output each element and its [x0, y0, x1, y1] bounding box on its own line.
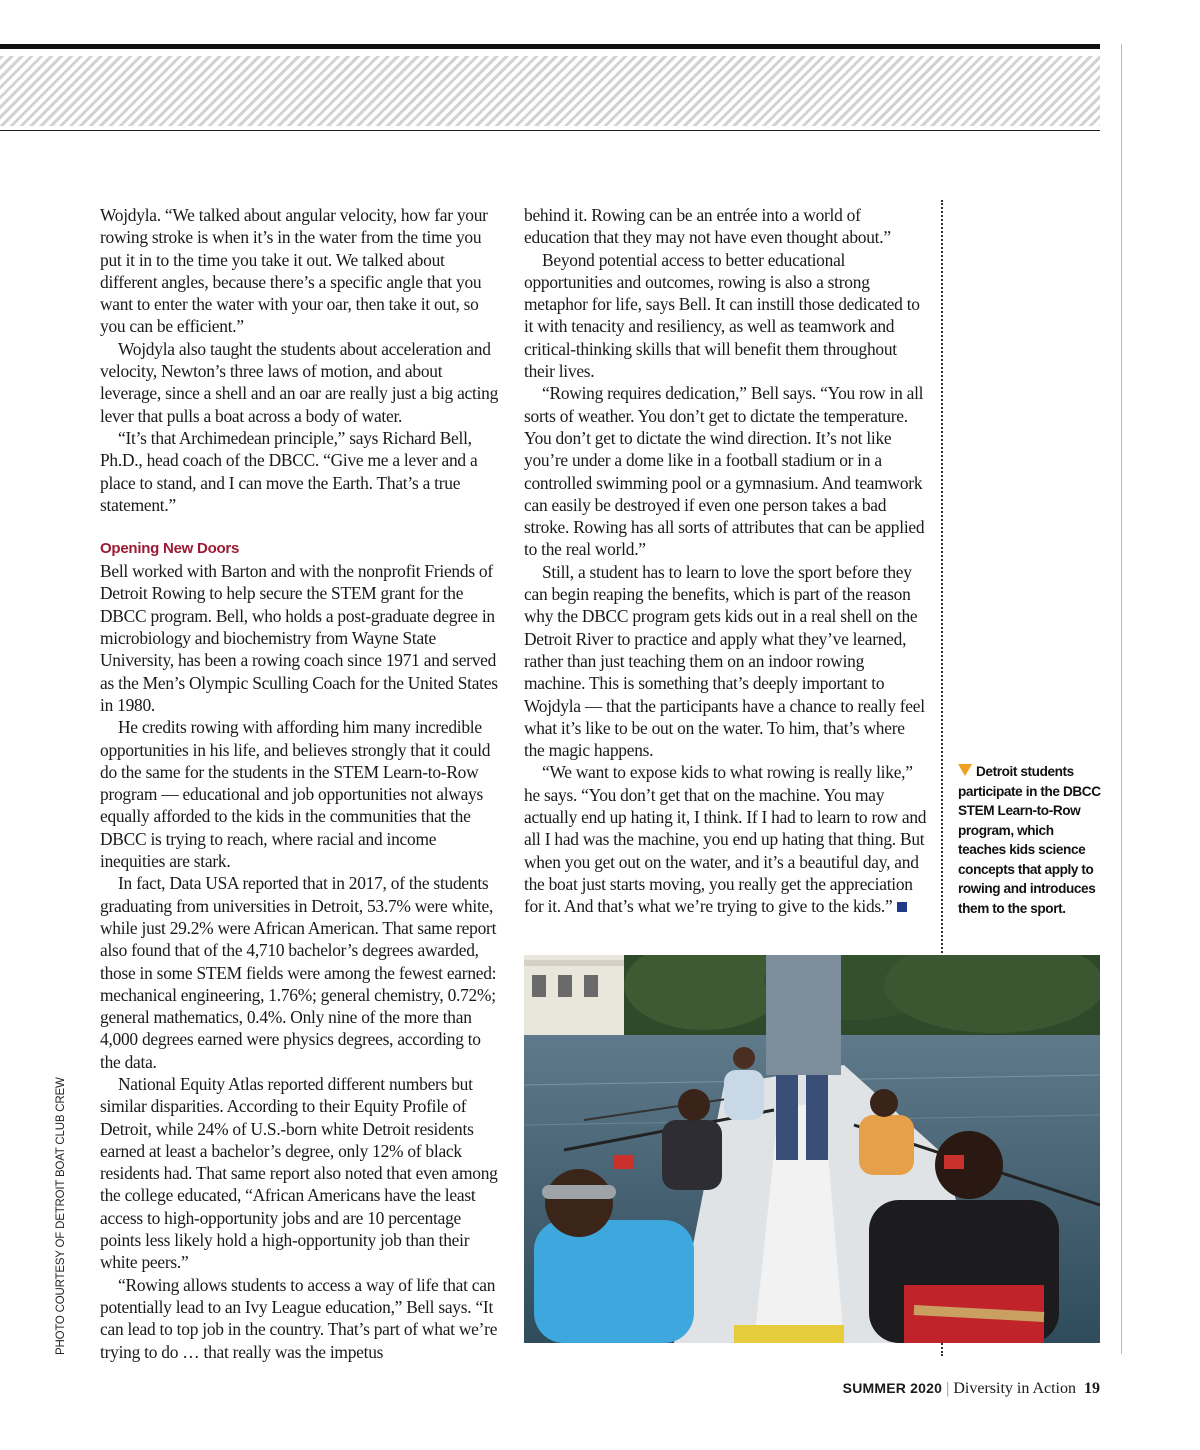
paragraph: He credits rowing with affording him many incredible opportunities in his life, and believes strongly that it could do the same for the students in the STEM Learn-to-Row program — educational and job opportunities not always equally afforded to the kids in the communities that the DBCC is trying to reach, where racial and income inequities are stark. [100, 717, 491, 872]
paragraph: National Equity Atlas reported different numbers but similar disparities. According to their Equity Profile of Detroit, while 24% of U.S.-born white Detroit residents earned at least a bachelor’s degree, only 12% of black residents had. That same report also noted that even among the college educated, “African Americans have the least access to high-opportunity jobs and are 10 percentage points less likely hold a high-opportunity job than their white peers.” [100, 1073, 498, 1273]
footer-publication: Diversity in Action [953, 1380, 1076, 1397]
paragraph: behind it. Rowing can be an entrée into a world of education that they may not have even thought about.” [524, 205, 891, 248]
page-number: 19 [1084, 1380, 1100, 1397]
paragraph: In fact, Data USA reported that in 2017, of the students graduating from universities in Detroit, 53.7% were white, while just 29.2% were African American. That same report also found that of the 4,710 bachelor’s degrees awarded, those in some STEM fields were among the fewest earned: mechanical engineering, 1.76%; general chemistry, 0.72%; general mathematics, 0.4%. Only nine of the more than 4,000 degrees earned were physics degrees, according to the data. [100, 873, 497, 1072]
footer-issue: SUMMER 2020 [842, 1380, 943, 1396]
paragraph: Wojdyla also taught the students about acceleration and velocity, Newton’s three laws of motion, and about leverage, since a shell and an oar are really just a big acting lever that pulls a boat across a body of water. [100, 338, 499, 426]
end-mark-icon [897, 902, 907, 912]
caption-triangle-icon [958, 764, 972, 776]
photo-caption [958, 762, 1104, 918]
paragraph: Bell worked with Barton and with the nonprofit Friends of Detroit Rowing to help secure the STEM grant for the DBCC program. Bell, who holds a post-graduate degree in microbiology and biochemistry from Wayne State University, has been a rowing coach since 1971 and served as the Men’s Olympic Sculling Coach for the United States in 1980. [100, 561, 498, 715]
article-column-left [100, 204, 505, 1363]
footer-separator: | [946, 1380, 950, 1397]
paragraph: Still, a student has to learn to love the sport before they can begin reaping the benefits, which is part of the reason why the DBCC program gets kids out in a real shell on the Detroit River to practice and apply what they’ve learned, rather than just teaching them on an indoor rowing machine. This is something that’s deeply important to Wojdyla — that the participants have a chance to really feel what it’s like to be out on the water. To him, that’s where the magic happens. [524, 561, 925, 761]
paragraph: “It’s that Archimedean principle,” says Richard Bell, Ph.D., head coach of the DBCC. “Give me a lever and a place to stand, and I can move the Earth. That’s a true statement.” [100, 427, 478, 515]
header-hatch-band [0, 56, 1100, 126]
section-subhead: Opening New Doors [100, 540, 240, 558]
page-right-rule [1121, 44, 1122, 1354]
article-photo [524, 955, 1100, 1343]
photo-credit: PHOTO COURTESY OF DETROIT BOAT CLUB CREW [55, 1077, 67, 1355]
paragraph: “Rowing requires dedication,” Bell says. “You row in all sorts of weather. You don’t get to dictate the temperature. You don’t get to dictate the wind direction. It’s not like you’re under a dome like in a football stadium or in a controlled swimming pool or a gymnasium. And teamwork can easily be destroyed if even one person takes a bad stroke. Rowing has all sorts of attributes that can be applied to the real world.” [524, 383, 925, 560]
paragraph: “Rowing allows students to access a way of life that can potentially lead to an Ivy League education,” Bell says. “It can lead to top job in the country. That’s part of what we’re trying to do … that really was the impetus [100, 1274, 498, 1362]
header-top-rule [0, 44, 1100, 49]
paragraph-text: “We want to expose kids to what rowing is really like,” he says. “You don’t get that on the machine. You may actually end up hating it, I think. If I had to learn to row and all I had was the machine, you end up hating that thing. But when you get out on the water, and it’s a beautiful day, and the boat just starts moving, you really get the appreciation for it. And that’s what we’re trying to give to the kids.” [524, 762, 927, 917]
paragraph: Wojdyla. “We talked about angular velocity, how far your rowing stroke is when it’s in the water from the time you put it in to the time you take it out. We talked about different angles, because there’s a specific angle that you want to enter the water with your oar, then take it out, so you can be efficient.” [100, 205, 488, 337]
paragraph: Beyond potential access to better educational opportunities and outcomes, rowing is also a strong metaphor for life, says Bell. It can instill those dedicated to it with tenacity and resiliency, as well as teamwork and critical-thinking skills that will benefit them throughout their lives. [524, 249, 920, 382]
paragraph-final [524, 761, 929, 917]
article-column-right [524, 204, 929, 918]
page-footer [843, 1380, 1100, 1398]
header-bottom-rule [0, 130, 1100, 131]
caption-text: Detroit students participate in the DBCC STEM Learn-to-Row program, which teaches kids science concepts that apply to rowing and introduces them to the sport. [958, 764, 1101, 916]
